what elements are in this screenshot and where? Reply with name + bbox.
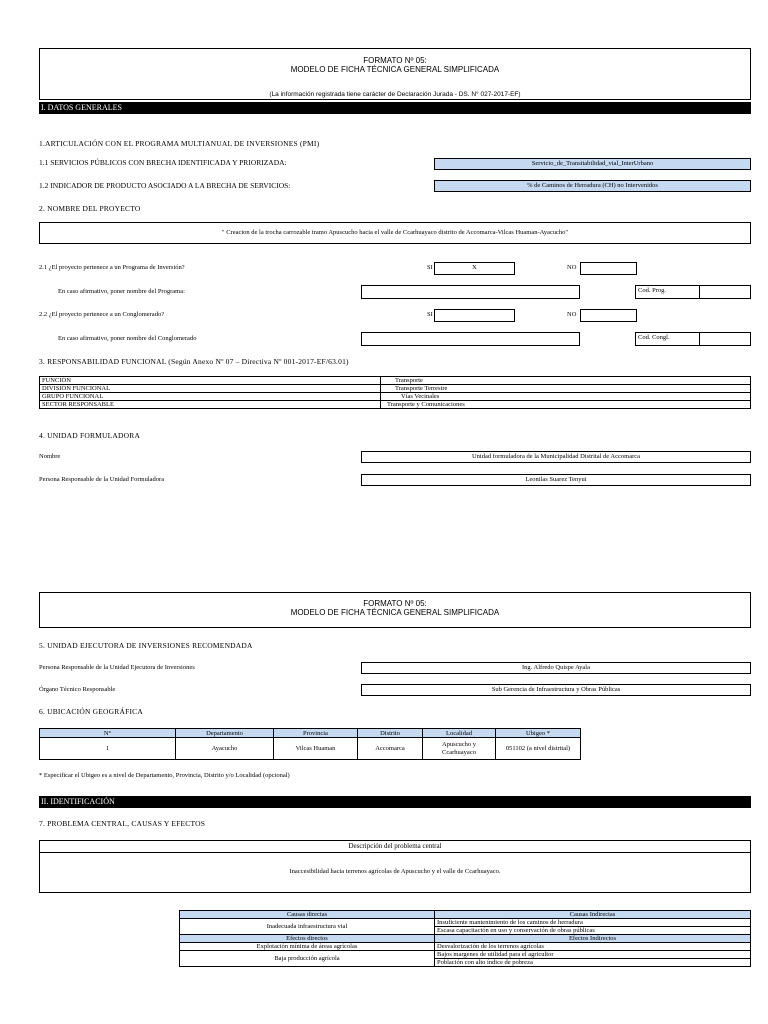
efecto-indirecto-3[interactable]: Población con alto índice de pobreza: [435, 959, 751, 967]
q22-note: En caso afirmativo, poner nombre del Conglomerado: [58, 335, 197, 342]
table-row: [180, 951, 751, 959]
section-7-title: 7. PROBLEMA CENTRAL, CAUSAS Y EFECTOS: [39, 819, 206, 828]
cell-ubigeo[interactable]: 051102 (a nivel distrital): [496, 738, 581, 760]
causa-indirecta-2[interactable]: Escasa capacitación en uso y conservación de obras públicas: [435, 927, 751, 935]
uf-nombre-label: Nombre: [39, 453, 61, 460]
uf-resp-label: Persona Responsable de la Unidad Formuladora: [39, 476, 165, 483]
table-row: [180, 911, 751, 919]
col-header: N°: [40, 729, 176, 738]
table-row: [40, 401, 751, 409]
row-value[interactable]: Transporte: [381, 377, 751, 385]
ue-resp-value[interactable]: Ing. Alfredo Quispe Ayala: [361, 662, 751, 674]
formato-number-2: FORMATO Nº 05:: [363, 599, 427, 608]
problem-box: [39, 840, 751, 893]
efectos-indirectos-header: Efectos Indirectos: [435, 935, 751, 943]
table-row: [180, 935, 751, 943]
q21-no-label: NO: [567, 264, 577, 271]
q22-si-checkbox[interactable]: [434, 309, 515, 322]
program-name-input[interactable]: [361, 285, 580, 299]
row-label: DIVISIÓN FUNCIONAL: [40, 385, 381, 393]
section-6-title: 6. UBICACIÓN GEOGRÁFICA: [39, 707, 143, 716]
organo-label: Órgano Técnico Responsable: [39, 686, 116, 693]
cod-prog-field[interactable]: Cod. Prog.: [635, 285, 700, 299]
form-header: [39, 48, 751, 100]
project-name-field[interactable]: " Creacion de la trocha carrozable tramo Apuscucho hacia el valle de Ccarhuayaco distrito de Accomarca-Vilcas Huaman-Ayacucho": [39, 222, 751, 244]
uf-resp-value[interactable]: Leonilas Suarez Tenyui: [361, 474, 751, 486]
responsabilidad-table: [39, 376, 751, 409]
cell-distrito[interactable]: Accomarca: [358, 738, 423, 760]
q22-no-label: NO: [567, 311, 577, 318]
section-2-title: 2. NOMBRE DEL PROYECTO: [39, 204, 141, 213]
table-header-row: [40, 729, 581, 738]
row-label: SECTOR RESPONSABLE: [40, 401, 381, 409]
section-i-bar: I. DATOS GENERALES: [39, 102, 751, 114]
causa-indirecta-1[interactable]: Insuficiente mantenimiento de los caminos de herradura: [435, 919, 751, 927]
table-row: [40, 385, 751, 393]
causas-efectos-table: [179, 910, 751, 967]
ubicacion-table: [39, 728, 581, 760]
cod-prog-input[interactable]: [699, 285, 751, 299]
efectos-directos-header: Efectos directos: [180, 935, 435, 943]
cell-provincia[interactable]: Vilcas Huaman: [274, 738, 358, 760]
cod-congl-field[interactable]: Cod. Congl.: [635, 332, 700, 346]
form-header-2: [39, 592, 751, 628]
form-title: MODELO DE FICHA TÉCNICA GENERAL SIMPLIFICADA: [290, 65, 500, 74]
q12-value[interactable]: % de Caminos de Herradura (CH) no Intervenidos: [434, 180, 751, 192]
q12-label: 1.2 INDICADOR DE PRODUCTO ASOCIADO A LA BRECHA DE SERVICIOS:: [39, 181, 291, 190]
col-header: Departamento: [176, 729, 274, 738]
table-row: [40, 738, 581, 760]
q21-si-checkbox[interactable]: X: [434, 262, 515, 275]
section-1-title: 1.ARTICULACIÓN CON EL PROGRAMA MULTIANUAL DE INVERSIONES (PMI): [39, 139, 320, 148]
col-header: Provincia: [274, 729, 358, 738]
organo-value[interactable]: Sub Gerencia de Infraestructura y Obras Públicas: [361, 684, 751, 696]
causa-directa-1[interactable]: Inadecuada infraestructura vial: [180, 919, 435, 935]
section-4-title: 4. UNIDAD FORMULADORA: [39, 431, 141, 440]
ue-resp-label: Persona Responsable de la Unidad Ejecutora de Inversiones: [39, 664, 195, 671]
table-row: [40, 393, 751, 401]
col-header: Ubigeo *: [496, 729, 581, 738]
conglomerado-name-input[interactable]: [361, 332, 580, 346]
q21-label: 2.1 ¿El proyecto pertenece a un Programa de Inversión?: [39, 264, 185, 271]
row-label: FUNCIÓN: [40, 377, 381, 385]
cod-congl-input[interactable]: [699, 332, 751, 346]
section-ii-bar: II. IDENTIFICACIÓN: [39, 796, 751, 808]
table-row: [40, 377, 751, 385]
causas-directas-header: Causas directas: [180, 911, 435, 919]
efecto-indirecto-1[interactable]: Desvalorización de los terrenos agrícolas: [435, 943, 751, 951]
problem-description[interactable]: Inaccesibilidad hacia terrenos agrícolas de Apuscucho y el valle de Ccarhuayaco.: [289, 868, 501, 875]
q22-si-label: SI: [427, 311, 433, 318]
table-row: [180, 919, 751, 927]
cell-n[interactable]: 1: [40, 738, 176, 760]
q22-label: 2.2 ¿El proyecto pertenece a un Conglomerado?: [39, 311, 165, 318]
cell-localidad[interactable]: Apuscucho y Ccarhuayaco: [423, 738, 496, 760]
q22-no-checkbox[interactable]: [580, 309, 637, 322]
col-header: Distrito: [358, 729, 423, 738]
q11-label: 1.1 SERVICIOS PÚBLICOS CON BRECHA IDENTIFICADA Y PRIORIZADA:: [39, 158, 287, 167]
form-title-2: MODELO DE FICHA TÉCNICA GENERAL SIMPLIFICADA: [290, 608, 500, 617]
col-header: Localidad: [423, 729, 496, 738]
efecto-indirecto-2[interactable]: Bajos margenes de utilidad para el agricultor: [435, 951, 751, 959]
causas-indirectas-header: Causas Indirectas: [435, 911, 751, 919]
ubigeo-note: * Especificar el Ubigeo es a nivel de Departamento, Provincia, Distrito y/o Localidad (opcional): [39, 772, 290, 779]
row-value[interactable]: Transporte Terrestre: [381, 385, 751, 393]
efecto-directo-1[interactable]: Explotación mínima de áreas agrícolas: [180, 943, 435, 951]
declaration-note: (La información registrada tiene carácter de Declaración Jurada - DS. N° 027-2017-EF): [269, 91, 521, 98]
efecto-directo-2[interactable]: Baja producción agrícola: [180, 951, 435, 967]
q21-no-checkbox[interactable]: [580, 262, 637, 275]
q21-note: En caso afirmativo, poner nombre del Programa:: [58, 288, 185, 295]
cell-departamento[interactable]: Ayacucho: [176, 738, 274, 760]
problem-header: Descripción del problema central: [40, 841, 750, 853]
section-3-title: 3. RESPONSABILIDAD FUNCIONAL (Según Anexo Nº 07 – Directiva Nº 001-2017-EF/63.01): [39, 357, 349, 366]
q21-si-label: SI: [427, 264, 433, 271]
section-5-title: 5. UNIDAD EJECUTORA DE INVERSIONES RECOMENDADA: [39, 641, 253, 650]
formato-number: FORMATO Nº 05:: [363, 56, 427, 65]
row-value[interactable]: Vías Vecinales: [381, 393, 751, 401]
uf-nombre-value[interactable]: Unidad formuladora de la Municipalidad Distrital de Accomarca: [361, 451, 751, 463]
q11-value[interactable]: Servicio_de_Transitabilidad_vial_InterUrbano: [434, 158, 751, 170]
table-row: [180, 943, 751, 951]
row-value[interactable]: Transporte y Comunicaciones: [381, 401, 751, 409]
row-label: GRUPO FUNCIONAL: [40, 393, 381, 401]
